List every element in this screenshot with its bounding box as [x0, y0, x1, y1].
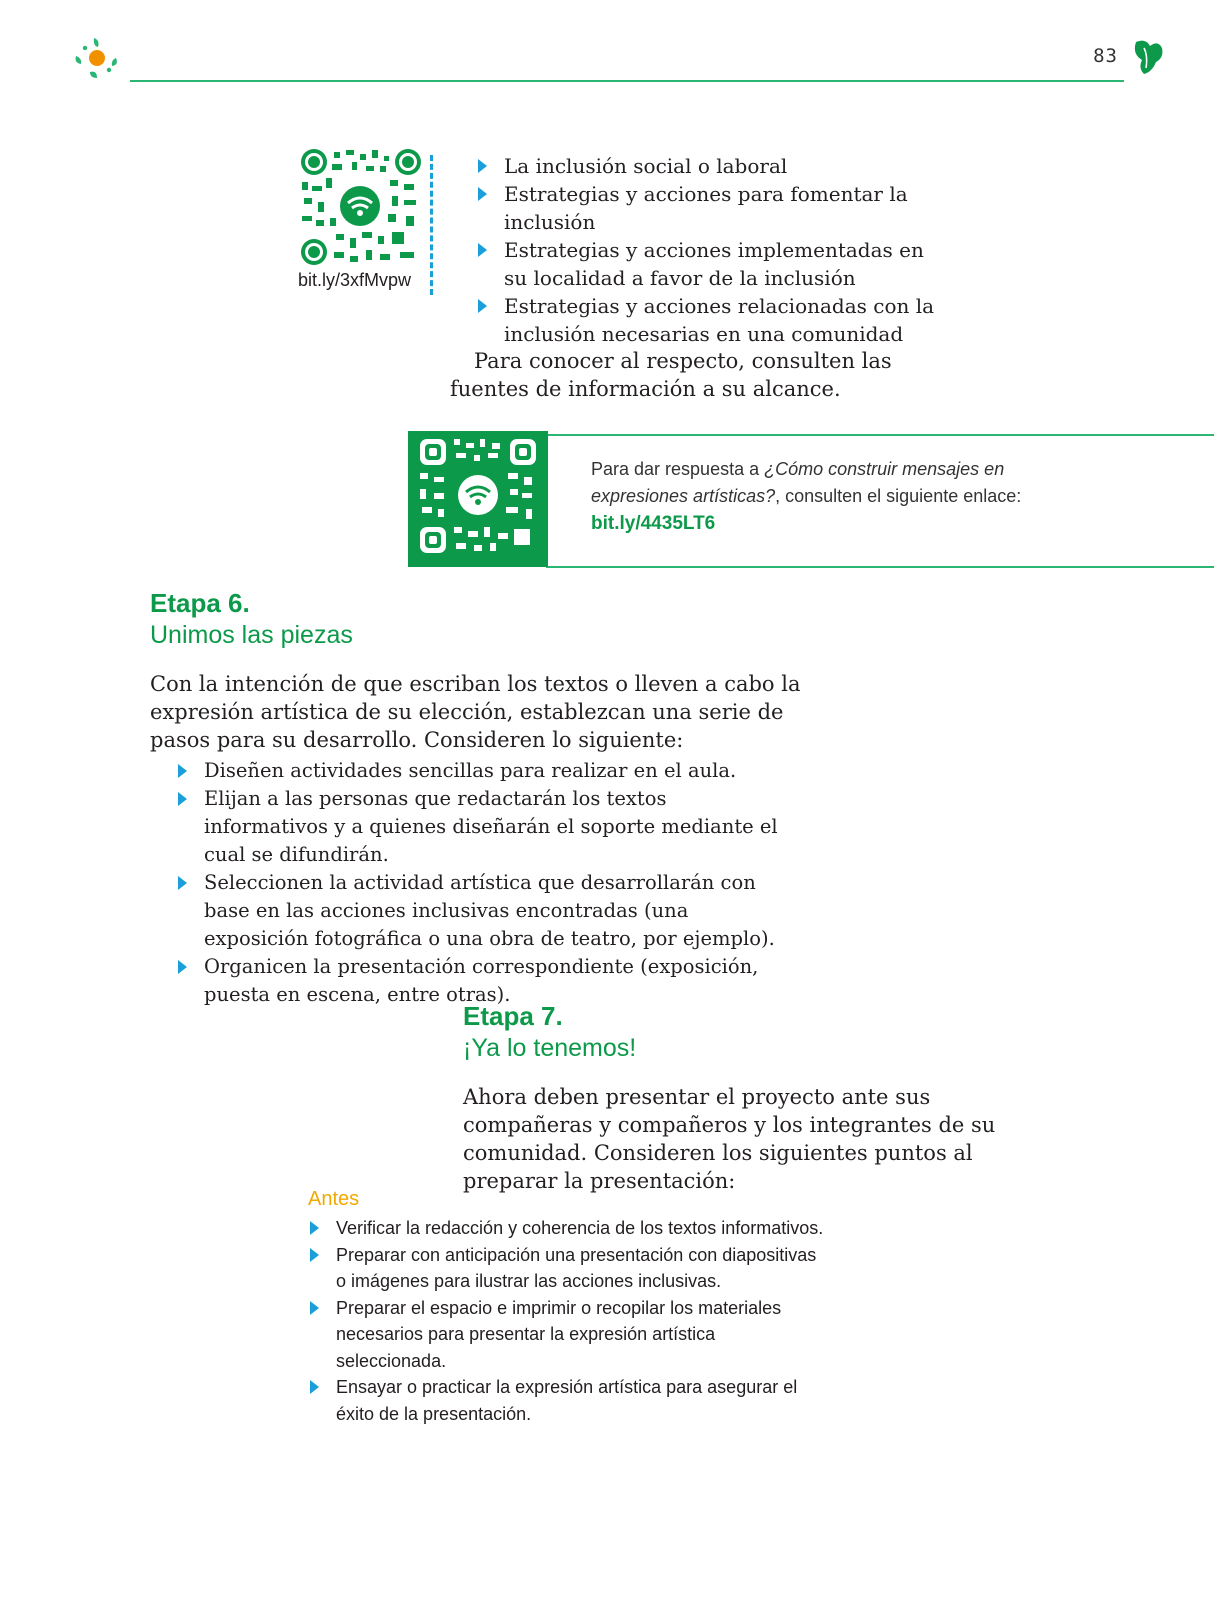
antes-list: [310, 1215, 830, 1427]
list-item: Estrategias y acciones implementadas en su localidad a favor de la inclusión: [478, 236, 948, 292]
list-item: Seleccionen la actividad artística que desarrollarán con base en las acciones inclusivas encontradas (una exposición fotográfica o una obra de teatro, por ejemplo).: [178, 869, 778, 953]
etapa6-intro: Con la intención de que escriban los textos o lleven a cabo la expresión artística de su elección, establezcan una serie de pasos para su desarrollo. Consideren lo siguiente:: [150, 672, 801, 752]
etapa6-list: [178, 757, 778, 1009]
list-item: La inclusión social o laboral: [478, 152, 948, 180]
topic-list: [478, 152, 948, 348]
list-item: Organicen la presentación correspondiente (exposición, puesta en escena, entre otras).: [178, 953, 778, 1009]
bullet-triangle-icon: [178, 792, 187, 806]
qr-code-icon: [300, 148, 422, 266]
logo-icon: [72, 34, 122, 84]
bullet-triangle-icon: [310, 1301, 319, 1315]
etapa7-title: Etapa 7.: [463, 1001, 563, 1031]
list-item: Estrategias y acciones relacionadas con la inclusión necesarias en una comunidad: [478, 292, 948, 348]
etapa7-subtitle: ¡Ya lo tenemos!: [463, 1034, 637, 1062]
antes-label: Antes: [308, 1188, 360, 1210]
bullet-triangle-icon: [478, 243, 487, 257]
corner-leaf-icon: [1132, 38, 1164, 76]
list-item: Verificar la redacción y coherencia de los textos informativos.: [310, 1215, 830, 1242]
bullet-triangle-icon: [478, 159, 487, 173]
list-item: Preparar el espacio e imprimir o recopilar los materiales necesarios para presentar la expresión artística seleccionada.: [310, 1295, 830, 1375]
list-item: Preparar con anticipación una presentación con diapositivas o imágenes para ilustrar las acciones inclusivas.: [310, 1242, 830, 1295]
page-number: 83: [1093, 45, 1118, 67]
link-url[interactable]: bit.ly/4435LT6: [591, 513, 716, 534]
bullet-triangle-icon: [310, 1248, 319, 1262]
bullet-triangle-icon: [178, 764, 187, 778]
list-item: Ensayar o practicar la expresión artística para asegurar el éxito de la presentación.: [310, 1374, 830, 1427]
link-box-text: Para dar respuesta a ¿Cómo construir mensajes en expresiones artísticas?, consulten el siguiente enlace: bit.ly/4435LT6: [591, 459, 1022, 534]
bullet-triangle-icon: [310, 1380, 319, 1394]
list-item: Diseñen actividades sencillas para realizar en el aula.: [178, 757, 778, 785]
bullet-triangle-icon: [478, 299, 487, 313]
bullet-triangle-icon: [178, 876, 187, 890]
etapa6-title: Etapa 6.: [150, 588, 250, 618]
qr-code-icon: [408, 431, 548, 567]
etapa7-intro: Ahora deben presentar el proyecto ante sus compañeras y compañeros y los integrantes de su comunidad. Consideren los siguientes puntos al preparar la presentación:: [463, 1085, 996, 1193]
list-item: Elijan a las personas que redactarán los textos informativos y a quienes diseñarán el soporte mediante el cual se difundirán.: [178, 785, 778, 869]
bullet-triangle-icon: [310, 1221, 319, 1235]
consult-paragraph: Para conocer al respecto, consulten las fuentes de información a su alcance.: [450, 349, 892, 401]
etapa6-subtitle: Unimos las piezas: [150, 621, 353, 649]
header-rule: [130, 80, 1124, 82]
bullet-triangle-icon: [478, 187, 487, 201]
list-item: Estrategias y acciones para fomentar la inclusión: [478, 180, 948, 236]
qr-divider: [430, 155, 433, 295]
qr-link-caption[interactable]: bit.ly/3xfMvpw: [298, 270, 412, 290]
bullet-triangle-icon: [178, 960, 187, 974]
